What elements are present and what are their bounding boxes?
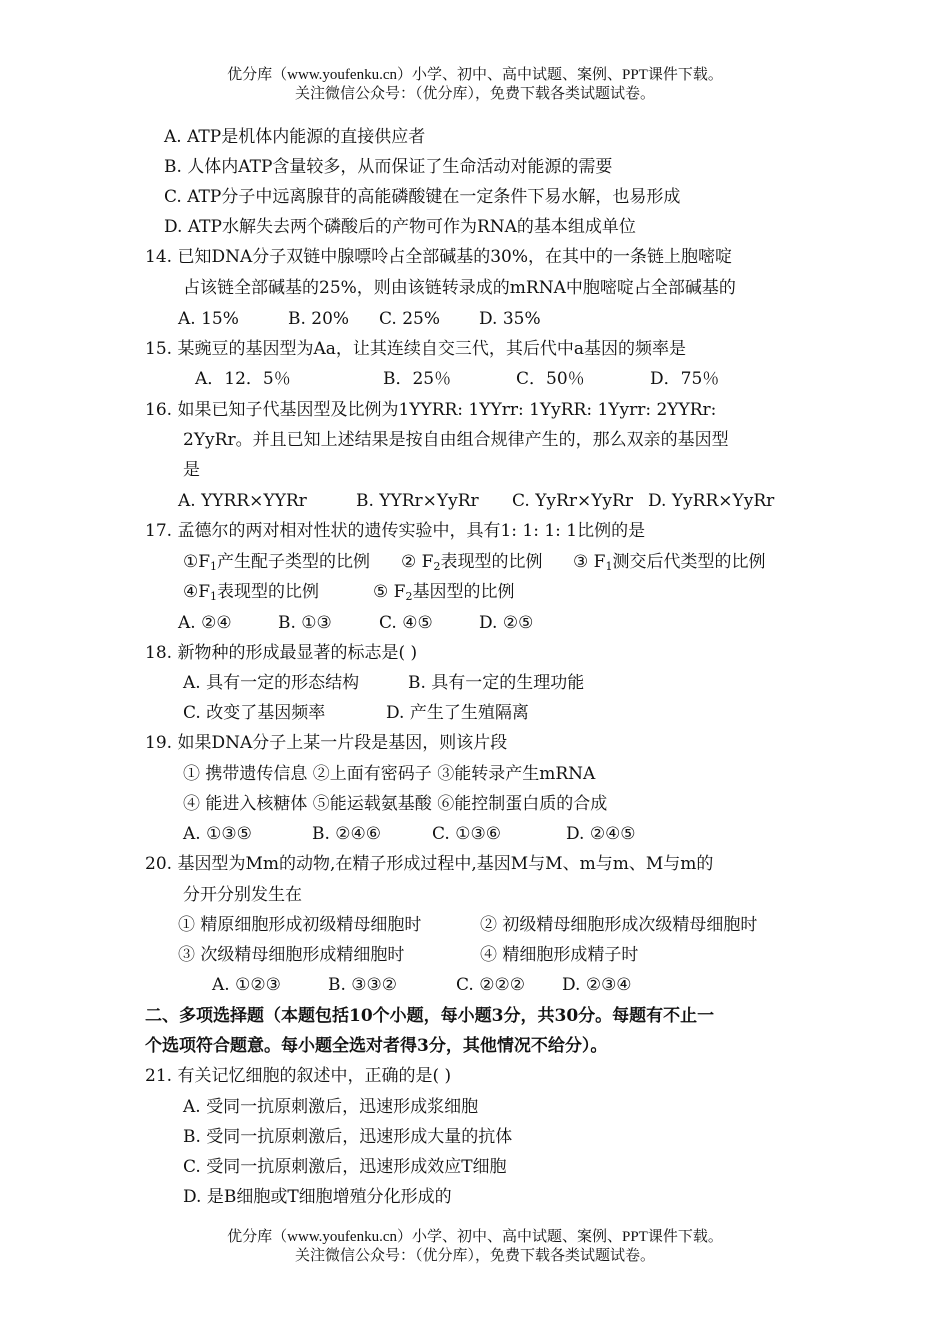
page-header [0, 66, 950, 104]
q20-stem-line-2: 分开分别发生在 [183, 885, 302, 905]
q19-option-a: A. ①③⑤ [183, 824, 252, 844]
q13-option-c: C. ATP分子中远离腺苷的高能磷酸键在一定条件下易水解，也易形成 [164, 187, 681, 207]
q13-option-b: B. 人体内ATP含量较多，从而保证了生命活动对能源的需要 [164, 157, 613, 177]
q17-option-d: D. ②⑤ [479, 613, 534, 633]
q17-item-3: ③ $F_1$测交后代类型的比例 [573, 552, 766, 573]
q15-option-b: B．25％ [383, 369, 452, 389]
footer-line-2: 关注微信公众号：（优分库），免费下载各类试题试卷。 [294, 1248, 655, 1264]
q15-option-c: C．50％ [516, 369, 585, 389]
q16-stem-line-1: 16. 如果已知子代基因型及比例为1YYRR: 1YYrr: 1YyRR: 1Yyrr: 2YYRr: [145, 400, 717, 420]
header-line-1: 优分库（www.youfenku.cn）小学、初中、高中试题、案例、PPT课件下载。 [227, 67, 723, 83]
q20-stem-line-1: 20. 基因型为Mm的动物,在精子形成过程中,基因M与M、m与m、M与m的 [145, 854, 714, 874]
q21-option-b: B. 受同一抗原刺激后，迅速形成大量的抗体 [183, 1127, 513, 1147]
q19-option-c: C. ①③⑥ [432, 824, 501, 844]
q17-option-c: C. ④⑤ [379, 613, 433, 633]
header-line-2: 关注微信公众号：（优分库），免费下载各类试题试卷。 [294, 86, 655, 102]
q15-option-d: D．75％ [650, 369, 720, 389]
q16-stem-line-3: 是 [183, 460, 200, 480]
q16-stem-line-2: 2YyRr。并且已知上述结果是按自由组合规律产生的，那么双亲的基因型 [183, 430, 729, 450]
q13-option-d: D. ATP水解失去两个磷酸后的产物可作为RNA的基本组成单位 [164, 217, 636, 237]
q16-option-d: D. YyRR×YyRr [648, 491, 775, 511]
page-footer [0, 1228, 950, 1266]
q18-option-d: D. 产生了生殖隔离 [386, 703, 529, 723]
q18-option-c: C. 改变了基因频率 [183, 703, 326, 723]
q20-item-4: ④ 精细胞形成精子时 [480, 945, 639, 965]
q14-stem-line-2: 占该链全部碱基的25%，则由该链转录成的mRNA中胞嘧啶占全部碱基的 [183, 278, 736, 298]
q17-option-b: B. ①③ [278, 613, 332, 633]
q20-option-c: C. ②②② [456, 975, 525, 995]
q15-stem: 15. 某豌豆的基因型为Aa，让其连续自交三代，其后代中a基因的频率是 [145, 339, 686, 359]
q14-option-a: A. 15% [178, 309, 239, 329]
q20-item-2: ② 初级精母细胞形成次级精母细胞时 [480, 915, 758, 935]
q17-item-5: ⑤ $F_2$基因型的比例 [373, 582, 515, 603]
q21-option-c: C. 受同一抗原刺激后，迅速形成效应T细胞 [183, 1157, 507, 1177]
q21-option-a: A. 受同一抗原刺激后，迅速形成浆细胞 [183, 1097, 479, 1117]
q18-stem: 18. 新物种的形成最显著的标志是( ) [145, 643, 418, 663]
q14-stem-line-1: 14. 已知DNA分子双链中腺嘌呤占全部碱基的30%，在其中的一条链上胞嘧啶 [145, 247, 733, 267]
q16-option-a: A. YYRR×YYRr [178, 491, 307, 511]
q14-option-d: D. 35% [479, 309, 541, 329]
q13-option-a: A. ATP是机体内能源的直接供应者 [164, 127, 426, 147]
section-2-heading-line-2: 个选项符合题意。每小题全选对者得3分，其他情况不给分）。 [145, 1036, 608, 1056]
q21-option-d: D. 是B细胞或T细胞增殖分化形成的 [183, 1187, 452, 1207]
q16-option-c: C. YyRr×YyRr [512, 491, 633, 511]
q19-stem: 19. 如果DNA分子上某一片段是基因，则该片段 [145, 733, 508, 753]
section-2-heading-line-1: 二、多项选择题（本题包括10个小题，每小题3分，共30分。每题有不止一 [145, 1006, 715, 1026]
q17-item-4: $④F_1$表现型的比例 [183, 582, 320, 603]
q18-option-b: B. 具有一定的生理功能 [408, 673, 585, 693]
q14-option-b: B. 20% [288, 309, 350, 329]
q20-item-3: ③ 次级精母细胞形成精细胞时 [178, 945, 405, 965]
q17-item-1: $①F_1$产生配子类型的比例 [183, 552, 371, 573]
footer-line-1: 优分库（www.youfenku.cn）小学、初中、高中试题、案例、PPT课件下载。 [227, 1229, 723, 1245]
q19-option-d: D. ②④⑤ [566, 824, 636, 844]
q20-item-1: ① 精原细胞形成初级精母细胞时 [178, 915, 422, 935]
q21-stem: 21. 有关记忆细胞的叙述中，正确的是( ) [145, 1066, 452, 1086]
q20-option-b: B. ③③② [328, 975, 398, 995]
q19-items-line-2: ④ 能进入核糖体 ⑤能运载氨基酸 ⑥能控制蛋白质的合成 [183, 794, 608, 814]
q17-item-2: ② $F_2$表现型的比例 [401, 552, 543, 573]
q20-option-a: A. ①②③ [212, 975, 281, 995]
q15-option-a: A．12．5％ [195, 369, 291, 389]
q17-option-a: A. ②④ [178, 613, 232, 633]
q19-items-line-1: ① 携带遗传信息 ②上面有密码子 ③能转录产生mRNA [183, 764, 596, 784]
q16-option-b: B. YYRr×YyRr [356, 491, 479, 511]
q19-option-b: B. ②④⑥ [312, 824, 382, 844]
q18-option-a: A. 具有一定的形态结构 [183, 673, 360, 693]
q20-option-d: D. ②③④ [562, 975, 632, 995]
q14-option-c: C. 25% [379, 309, 440, 329]
q17-stem: 17. 孟德尔的两对相对性状的遗传实验中，具有1: 1: 1: 1比例的是 [145, 521, 646, 541]
